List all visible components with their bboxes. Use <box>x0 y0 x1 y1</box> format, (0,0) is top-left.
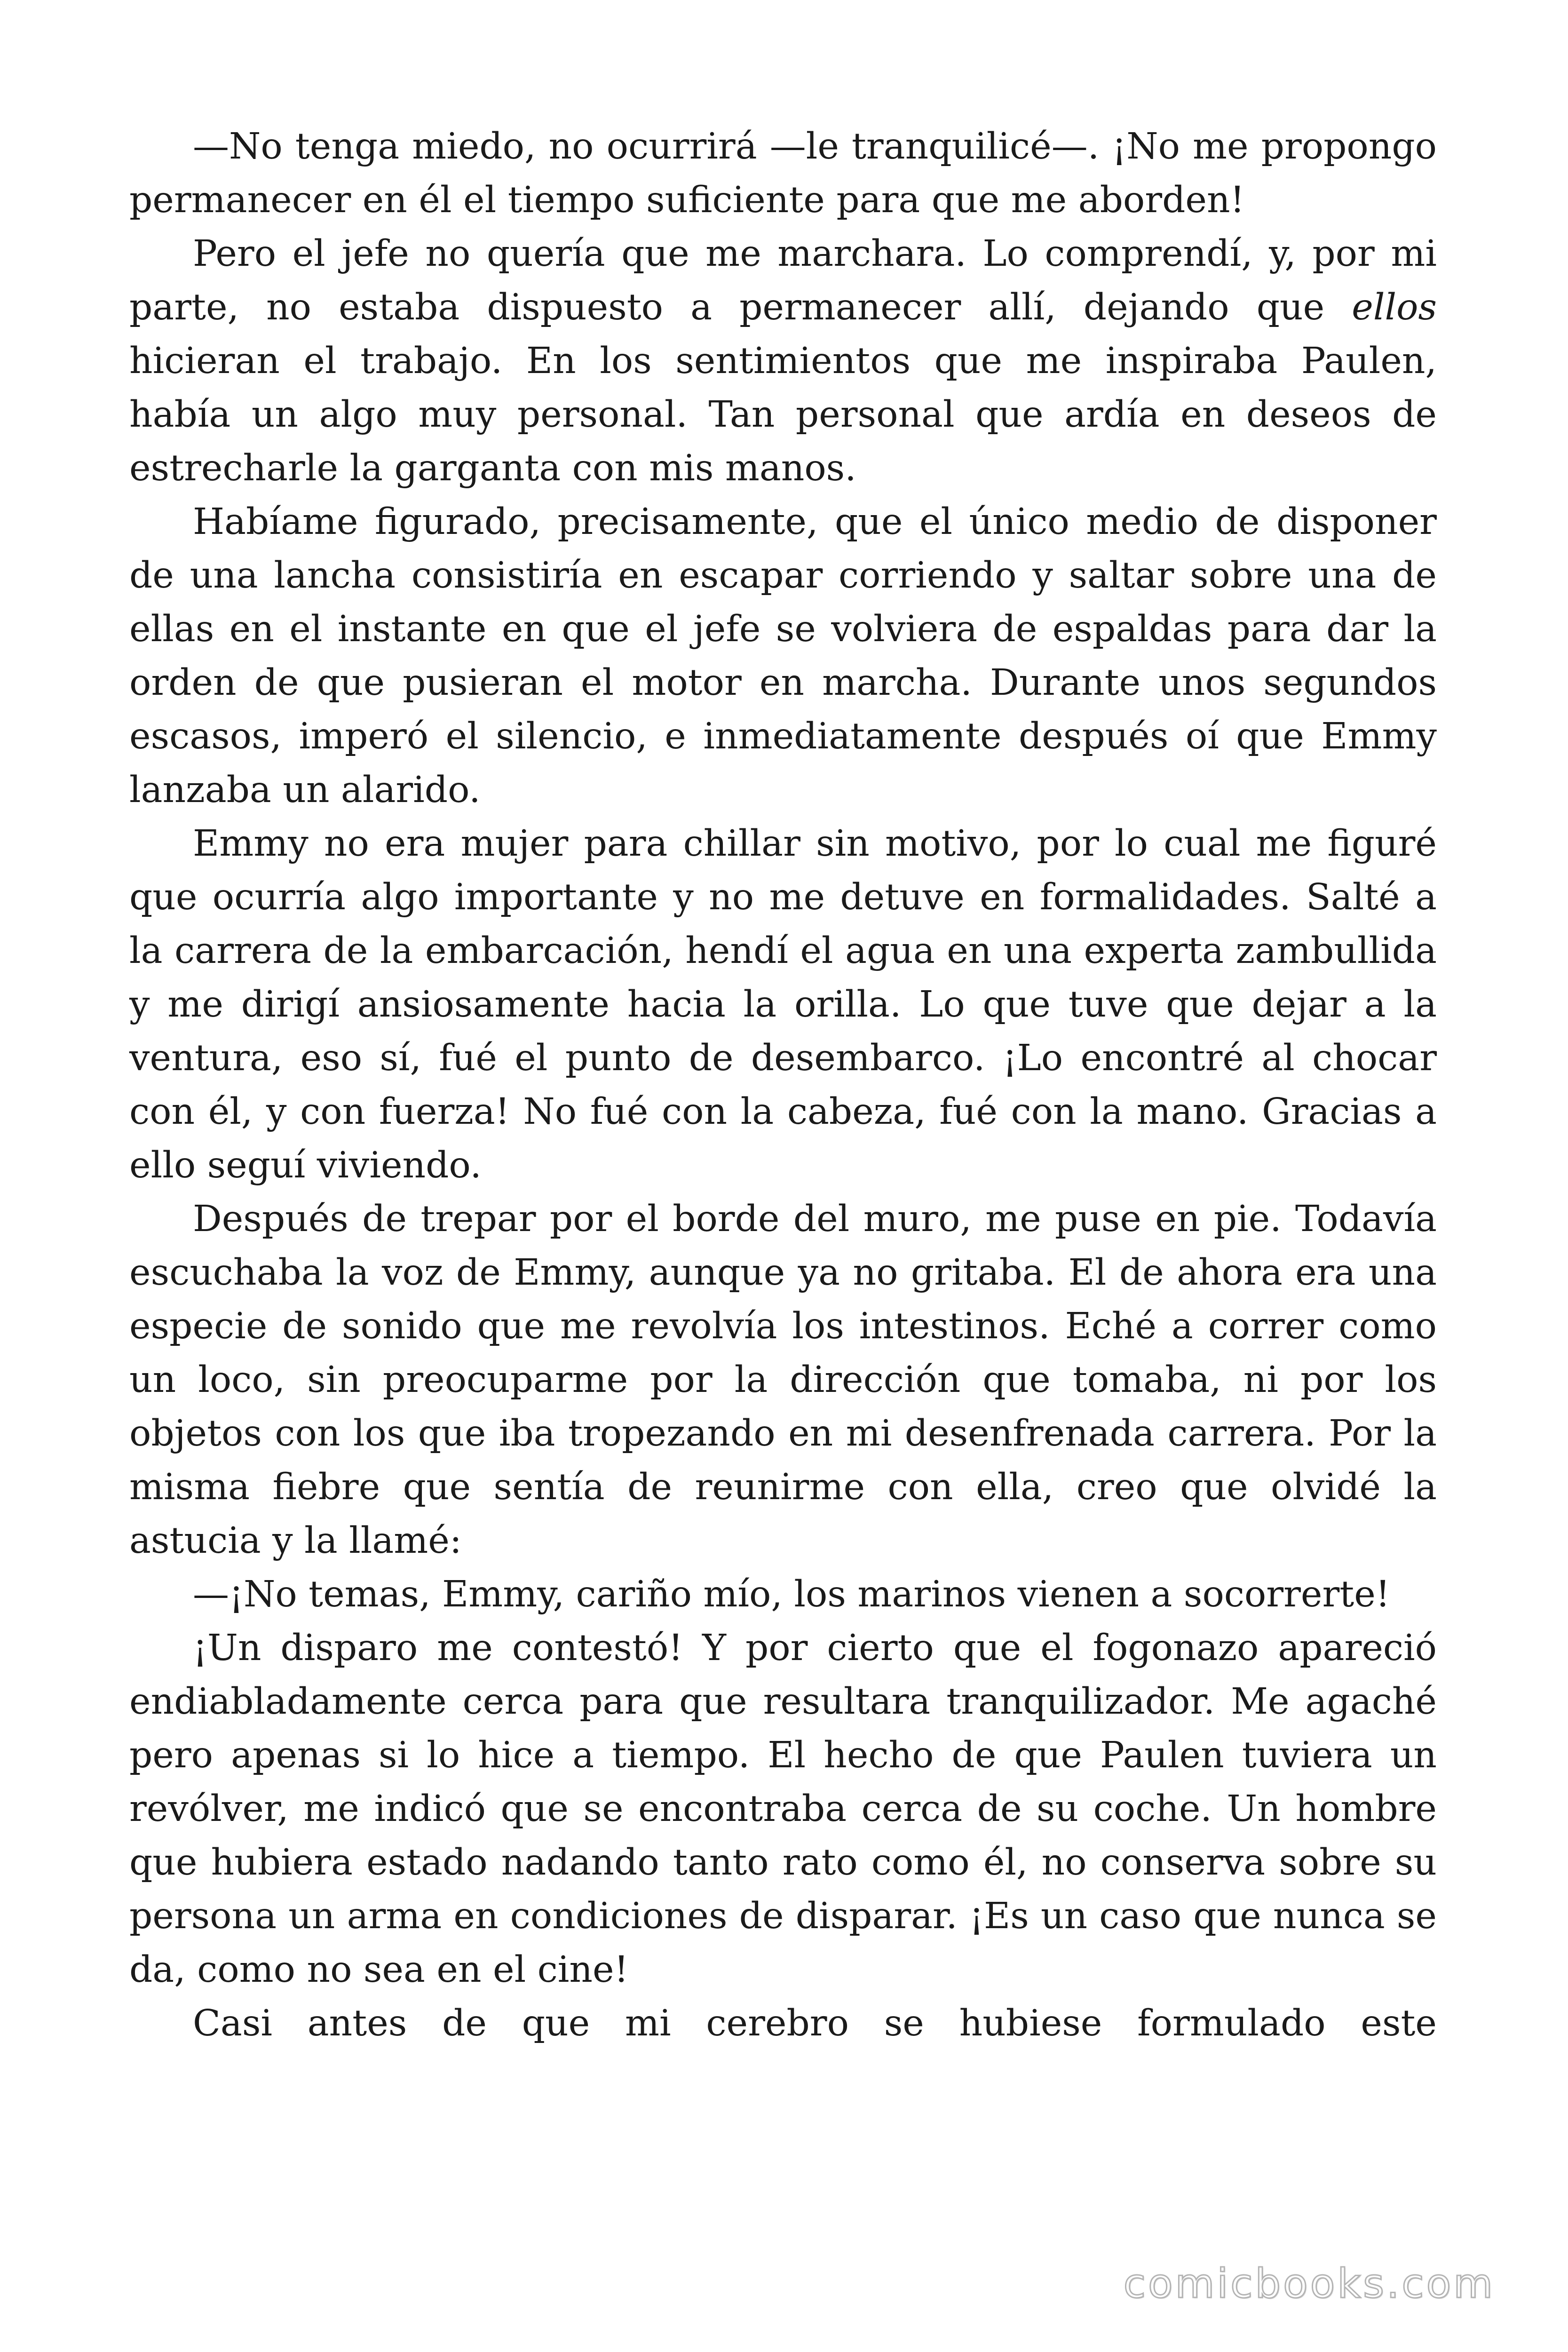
page-text <box>129 120 1437 2050</box>
emphasized-text: ellos <box>1352 286 1437 328</box>
watermark: comicbooks.com <box>1123 2260 1495 2307</box>
paragraph <box>129 227 1437 495</box>
paragraph: —¡No temas, Emmy, cariño mío, los marinos vienen a socorrerte! <box>193 1573 1390 1615</box>
paragraph: ¡Un disparo me contestó! Y por cierto que el fogonazo apareció endiabladamente cerca para que resultara tranquilizador. Me agaché pero apenas si lo hice a tiempo. El hecho de que Paulen tuviera un revólver, me indicó que se encontraba cerca de su coche. Un hombre que hubiera estado nadando tanto rato como él, no conserva sobre su persona un arma en condiciones de disparar. ¡Es un caso que nunca se da, como no sea en el cine! <box>129 1627 1437 1991</box>
paragraph-text: hicieran el trabajo. En los sentimientos que me inspiraba Paulen, había un algo muy personal. Tan personal que ardía en deseos de estrecharle la garganta con mis manos. <box>129 340 1437 489</box>
paragraph: —No tenga miedo, no ocurrirá —le tranquilicé—. ¡No me propongo permanecer en él el tiempo suficiente para que me aborden! <box>129 126 1437 221</box>
paragraph: Emmy no era mujer para chillar sin motivo, por lo cual me figuré que ocurría algo importante y no me detuve en formalidades. Salté a la carrera de la embarcación, hendí el agua en una experta zambullida y me dirigí ansiosamente hacia la orilla. Lo que tuve que dejar a la ventura, eso sí, fué el punto de desembarco. ¡Lo encontré al chocar con él, y con fuerza! No fué con la cabeza, fué con la mano. Gracias a ello seguí viviendo. <box>129 823 1437 1186</box>
paragraph: Después de trepar por el borde del muro, me puse en pie. Todavía escuchaba la voz de Emmy, aunque ya no gritaba. El de ahora era una especie de sonido que me revolvía los intestinos. Eché a correr como un loco, sin preocuparme por la dirección que tomaba, ni por los objetos con los que iba tropezando en mi desenfrenada carrera. Por la misma fiebre que sentía de reunirme con ella, creo que olvidé la astucia y la llamé: <box>129 1198 1437 1562</box>
paragraph: Habíame figurado, precisamente, que el único medio de disponer de una lancha consistiría en escapar corriendo y saltar sobre una de ellas en el instante en que el jefe se volviera de espaldas para dar la orden de que pusieran el motor en marcha. Durante unos segundos escasos, imperó el silencio, e inmediatamente después oí que Emmy lanzaba un alarido. <box>129 501 1437 811</box>
paragraph-text: Pero el jefe no quería que me marchara. Lo comprendí, y, por mi parte, no estaba dispuesto a permanecer allí, dejando que <box>129 233 1437 328</box>
paragraph-last-line: Casi antes de que mi cerebro se hubiese formulado este <box>193 2002 1437 2044</box>
